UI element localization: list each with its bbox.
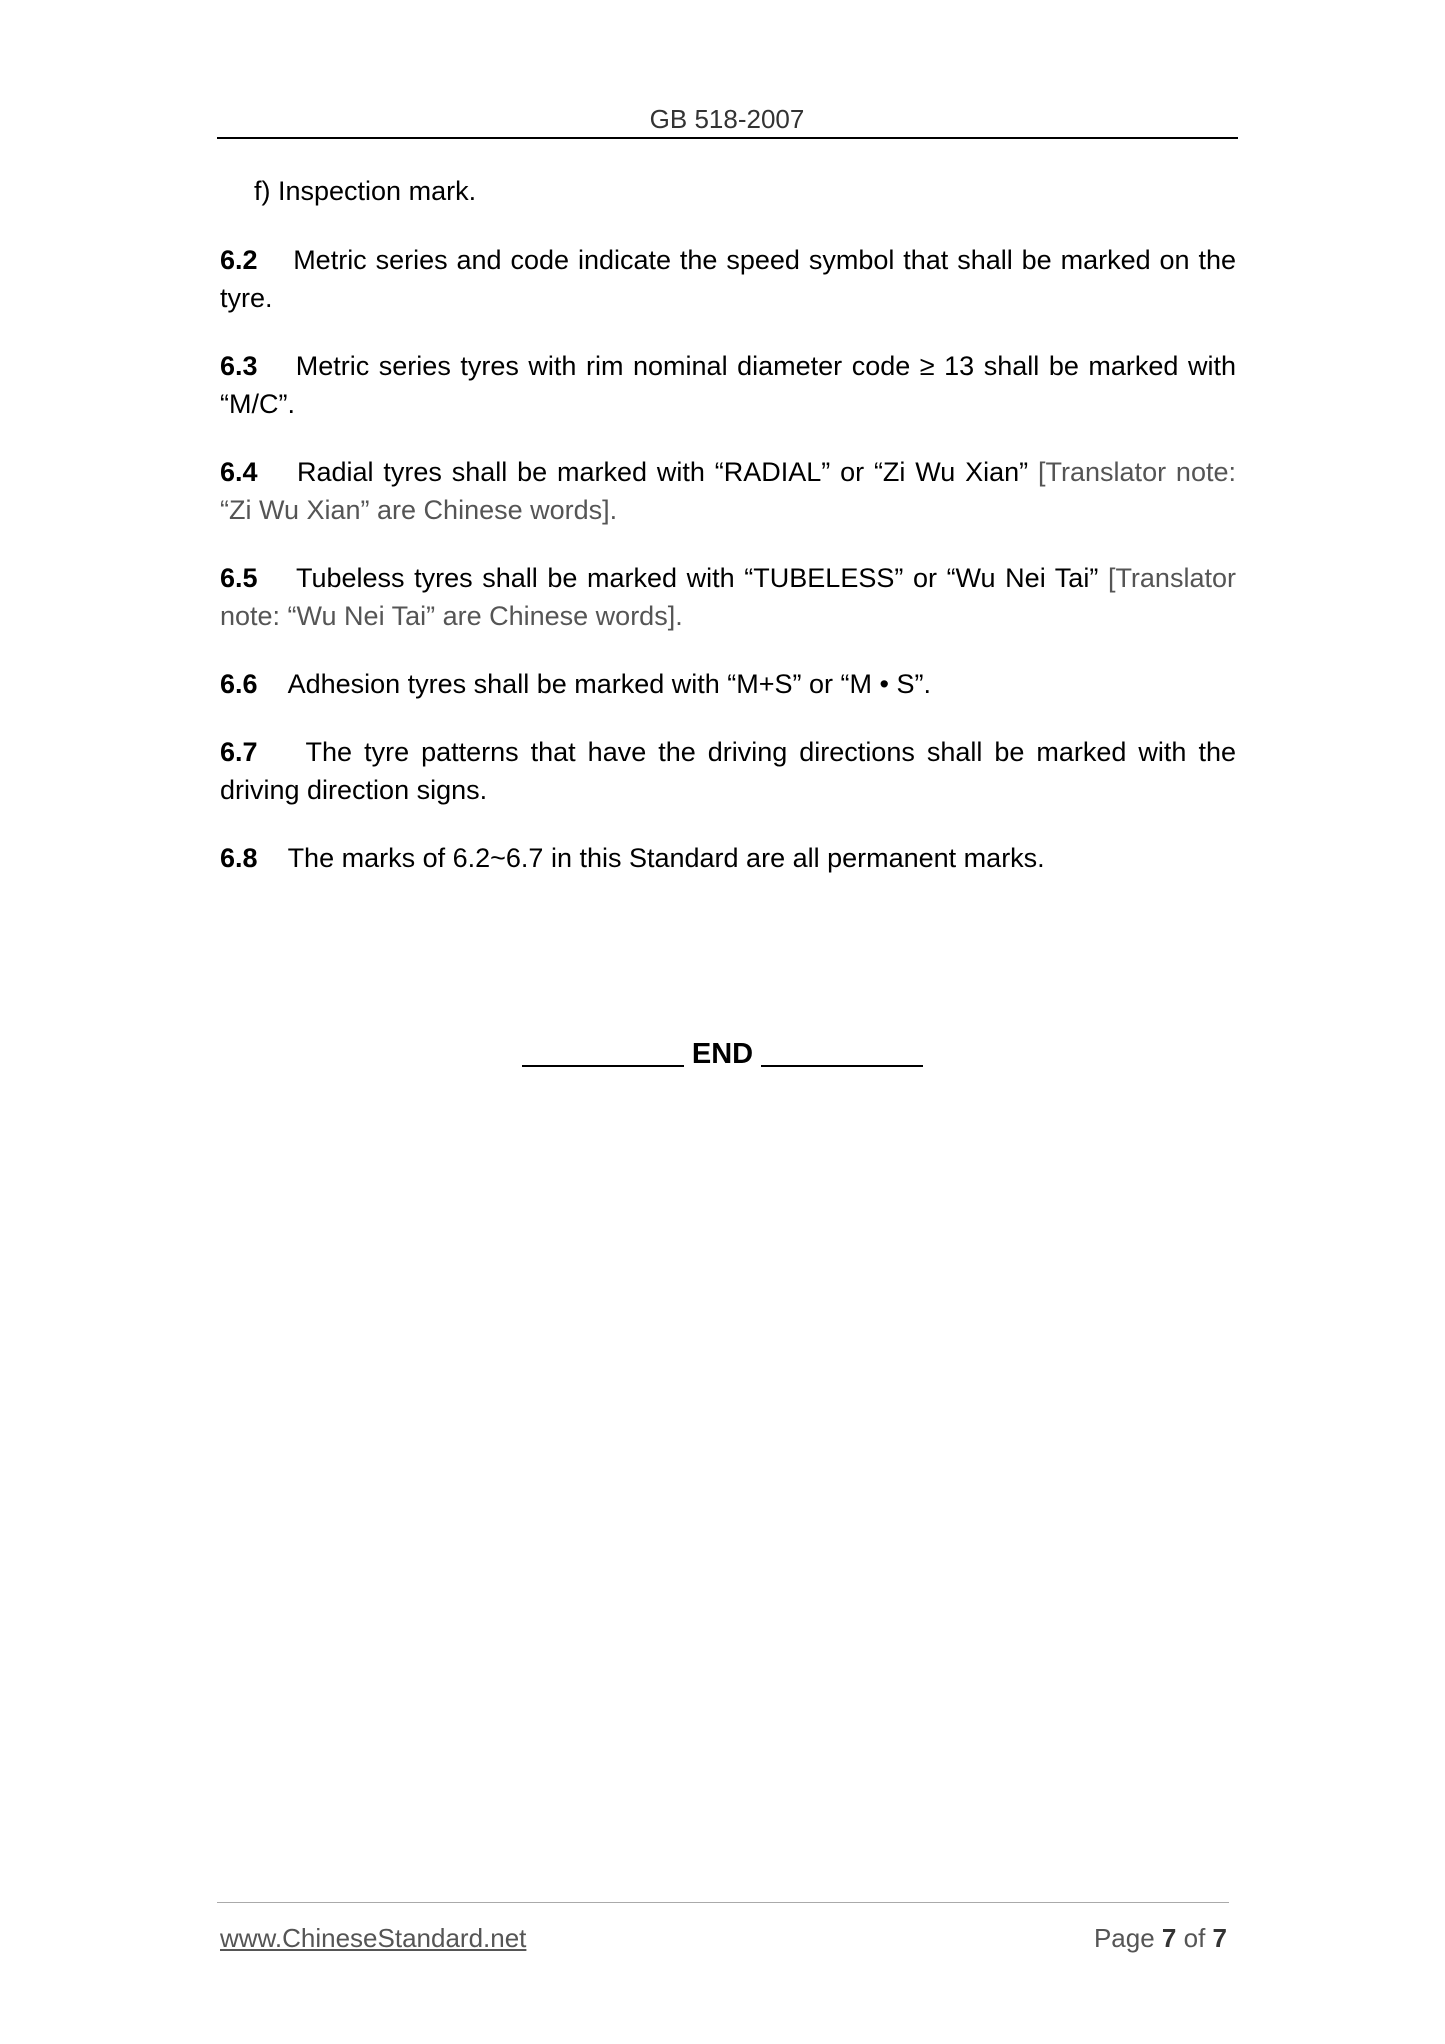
end-marker: [0, 1038, 1445, 1071]
end-label: END: [691, 1038, 754, 1070]
document-header: GB 518-2007: [649, 104, 805, 134]
clause-6-8: [220, 839, 1236, 877]
translator-note: [Translator note: “Wu Nei Tai” are Chinese words].: [220, 563, 1236, 631]
clause-6-2: [220, 241, 1236, 317]
clause-6-7: [220, 733, 1236, 809]
list-item-inspection-mark: [220, 172, 1236, 210]
clause-text: Metric series and code indicate the speed symbol that shall be marked on the tyre.: [220, 245, 1236, 313]
clause-text: f) Inspection mark.: [254, 176, 477, 206]
clause-6-4: [220, 453, 1236, 529]
clause-number: 6.8: [220, 843, 258, 873]
clause-number: 6.3: [220, 351, 258, 381]
clause-text: The tyre patterns that have the driving directions shall be marked with the driving direction signs.: [220, 737, 1236, 805]
document-body: [220, 172, 1236, 907]
clause-number: 6.5: [220, 563, 258, 593]
page-current: 7: [1161, 1923, 1177, 1953]
clause-number: 6.4: [220, 457, 258, 487]
end-rule-right: [761, 1065, 923, 1067]
page-prefix: Page: [1093, 1923, 1155, 1953]
clause-text: The marks of 6.2~6.7 in this Standard are all permanent marks.: [287, 843, 1045, 873]
page-total: 7: [1212, 1923, 1227, 1953]
clause-6-5: [220, 559, 1236, 635]
end-rule-left: [522, 1065, 684, 1067]
clause-number: 6.2: [220, 245, 258, 275]
page-number: [1094, 1923, 1227, 1954]
clause-6-3: [220, 347, 1236, 423]
clause-text: Metric series tyres with rim nominal diameter code ≥ 13 shall be marked with “M/C”.: [220, 351, 1236, 419]
clause-number: 6.6: [220, 669, 258, 699]
footer-divider: [217, 1902, 1229, 1903]
clause-6-6: [220, 665, 1236, 703]
clause-text: Radial tyres shall be marked with “RADIAL” or “Zi Wu Xian”: [296, 457, 1029, 487]
clause-number: 6.7: [220, 737, 258, 767]
clause-text: Adhesion tyres shall be marked with “M+S” or “M • S”.: [287, 669, 931, 699]
page-of: of: [1183, 1923, 1206, 1953]
header-divider: [217, 137, 1238, 139]
clause-text: Tubeless tyres shall be marked with “TUBELESS” or “Wu Nei Tai”: [295, 563, 1099, 593]
translator-note: [Translator note: “Zi Wu Xian” are Chinese words].: [220, 457, 1236, 525]
website-link[interactable]: www.ChineseStandard.net: [220, 1923, 527, 1953]
